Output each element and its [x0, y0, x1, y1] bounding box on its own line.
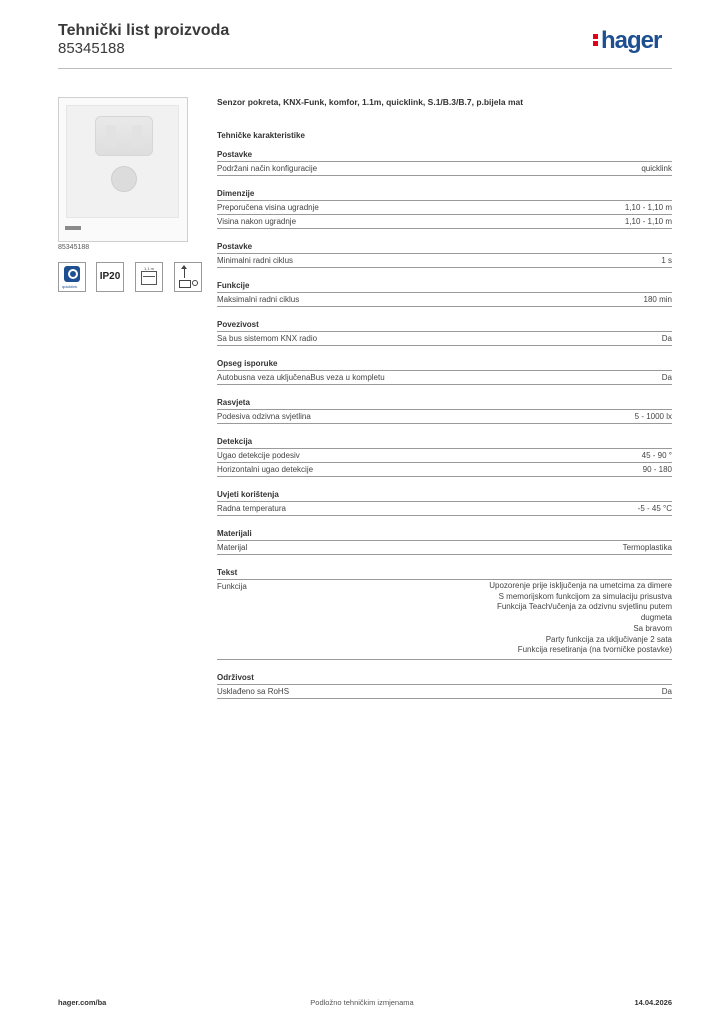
spec-row [217, 410, 672, 424]
spec-value: 45 - 90 ° [641, 451, 672, 460]
page-title: Tehnički list proizvoda [58, 22, 230, 39]
spec-label: Sa bus sistemom KNX radio [217, 334, 318, 343]
spec-value: 1,10 - 1,10 m [624, 217, 672, 226]
spec-value: Da [661, 373, 672, 382]
flush-mounting-icon [174, 262, 202, 292]
spec-group [217, 239, 672, 268]
spec-label: Funkcija [217, 582, 247, 591]
spec-group-title: Uvjeti korištenja [217, 487, 672, 502]
quicklink-icon: quicklink [58, 262, 86, 292]
spec-label: Autobusna veza uključenaBus veza u kompletu [217, 373, 385, 382]
spec-value: quicklink [641, 164, 672, 173]
spec-label: Horizontalni ugao detekcije [217, 465, 314, 474]
spec-value-line: S memorijskom funkcijom za simulaciju prisustva [498, 591, 672, 601]
spec-label: Visina nakon ugradnje [217, 217, 297, 226]
spec-label: Podržani način konfiguracije [217, 164, 318, 173]
section-title: Tehničke karakteristike [217, 131, 305, 140]
spec-label: Ugao detekcije podesiv [217, 451, 300, 460]
ip20-icon: IP20 [96, 262, 124, 292]
spec-group [217, 670, 672, 699]
spec-label: Podesiva odzivna svjetlina [217, 412, 311, 421]
spec-value: 1 s [661, 256, 672, 265]
spec-value: 180 min [643, 295, 672, 304]
spec-group [217, 317, 672, 346]
spec-value-line: Upozorenje prije isključenja na umetcima za dimere [489, 581, 672, 590]
spec-group-title: Postavke [217, 147, 672, 162]
spec-group-title: Detekcija [217, 434, 672, 449]
sensor-button [111, 166, 137, 192]
spec-row [217, 685, 672, 699]
product-code-heading: 85345188 [58, 40, 125, 57]
motion-sensor-image [66, 105, 179, 218]
spec-row [217, 215, 672, 229]
spec-label: Radna temperatura [217, 504, 286, 513]
spec-group-title: Održivost [217, 670, 672, 685]
spec-label: Usklađeno sa RoHS [217, 686, 290, 696]
spec-group [217, 147, 672, 176]
spec-group [217, 526, 672, 555]
spec-row [217, 463, 672, 477]
spec-value: Da [661, 686, 672, 696]
spec-value-line: Party funkcija za uključivanje 2 sata [545, 634, 672, 644]
spec-value-line: Funkcija Teach/učenja za odzivnu svjetlinu putem [496, 602, 672, 612]
footer-note: Podložno tehničkim izmjenama [310, 998, 414, 1007]
installation-height-icon: 1,1 m [135, 262, 163, 292]
spec-label: Materijal [217, 543, 248, 552]
header-divider [58, 68, 672, 69]
spec-group [217, 278, 672, 307]
spec-row [217, 332, 672, 346]
spec-group-title: Dimenzije [217, 186, 672, 201]
spec-row [217, 162, 672, 176]
spec-group [217, 186, 672, 229]
spec-value: 5 - 1000 lx [634, 412, 672, 421]
spec-row [217, 541, 672, 555]
spec-row [217, 371, 672, 385]
footer-website[interactable]: hager.com/ba [58, 998, 107, 1007]
spec-group-title: Rasvjeta [217, 395, 672, 410]
sensor-lens [95, 116, 153, 156]
spec-group [217, 434, 672, 477]
product-image [58, 97, 188, 242]
spec-label: Preporučena visina ugradnje [217, 203, 319, 212]
spec-value: -5 - 45 °C [637, 504, 672, 513]
spec-group [217, 565, 672, 660]
spec-group [217, 487, 672, 516]
spec-value-line: Funkcija resetiranja (na tvorničke postavke) [517, 645, 672, 655]
spec-group-title: Materijali [217, 526, 672, 541]
product-description: Senzor pokreta, KNX-Funk, komfor, 1.1m, quicklink, S.1/B.3/B.7, p.bijela mat [217, 97, 524, 107]
spec-group-title: Povezivost [217, 317, 672, 332]
logo-text: hager [601, 27, 662, 54]
product-image-code: 85345188 [58, 244, 90, 251]
spec-row [217, 293, 672, 307]
spec-value-line: Sa bravom [633, 623, 672, 633]
spec-row [217, 201, 672, 215]
hager-logo [593, 26, 661, 56]
footer-date: 14.04.2026 [634, 998, 672, 1007]
spec-row [217, 254, 672, 268]
spec-group-title: Funkcije [217, 278, 672, 293]
spec-value-line: dugmeta [640, 613, 672, 623]
logo-mark-icon [593, 26, 599, 48]
spec-row [217, 502, 672, 516]
spec-group-title: Tekst [217, 565, 672, 580]
spec-table [217, 147, 672, 709]
spec-row [217, 580, 672, 660]
spec-value: 1,10 - 1,10 m [624, 203, 672, 212]
scale-bar-icon [65, 226, 81, 230]
spec-group [217, 395, 672, 424]
spec-value: 90 - 180 [642, 465, 672, 474]
spec-row [217, 449, 672, 463]
spec-value: Termoplastika [622, 543, 672, 552]
spec-group [217, 356, 672, 385]
spec-value [489, 581, 672, 656]
spec-value: Da [661, 334, 672, 343]
spec-group-title: Postavke [217, 239, 672, 254]
spec-group-title: Opseg isporuke [217, 356, 672, 371]
spec-label: Maksimalni radni ciklus [217, 295, 300, 304]
spec-label: Minimalni radni ciklus [217, 256, 294, 265]
